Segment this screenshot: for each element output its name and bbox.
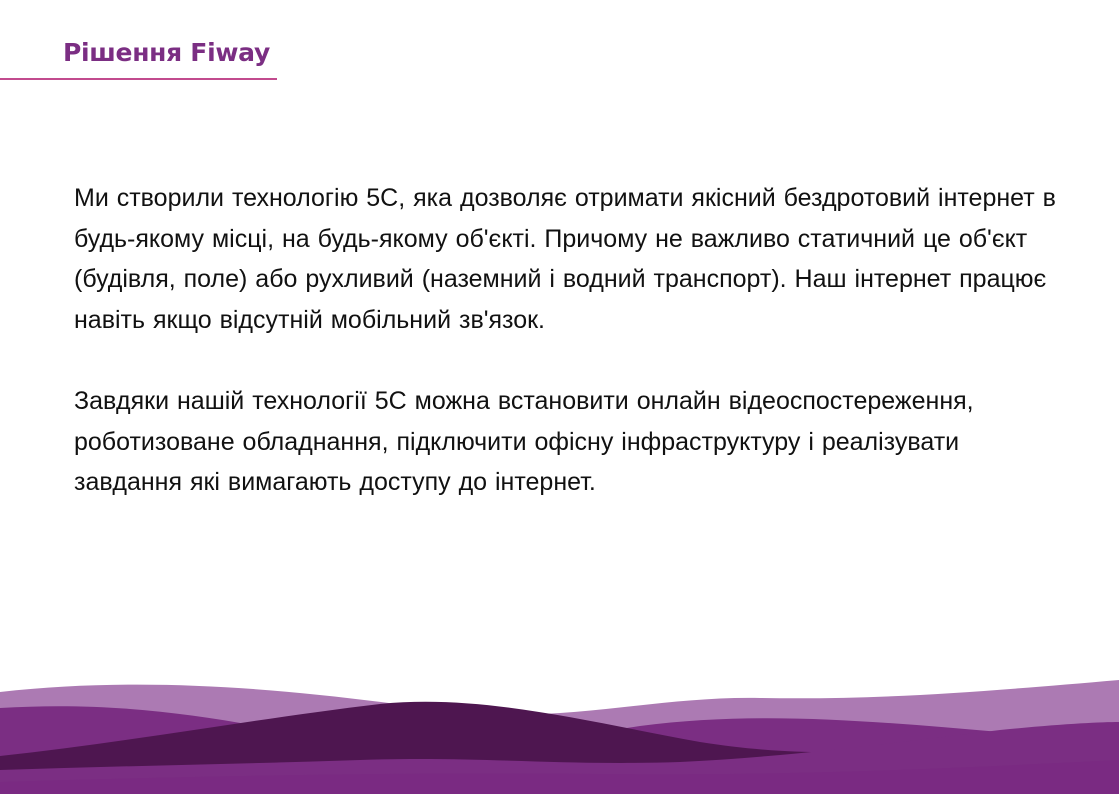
slide-title: Рішення Fiway	[63, 38, 270, 67]
paragraph-1: Ми створили технологію 5С, яка дозволяє отримати якісний бездротовий інтернет в будь-якому місці, на будь-якому об'єкті. Причому не важливо статичний це об'єкт (будівля, поле) або рухливий (наземний і водний транспорт). Наш інтернет працює навіть якщо відсутній мобільний зв'язок.	[74, 184, 1056, 334]
decorative-waves	[0, 660, 1119, 794]
slide-body	[74, 178, 1074, 503]
paragraph-2: Завдяки нашій технології 5С можна встановити онлайн відеоспостереження, роботизоване обладнання, підключити офісну інфраструктуру і реалізувати завдання які вимагають доступу до інтернет.	[74, 386, 974, 497]
title-underline	[0, 78, 277, 80]
